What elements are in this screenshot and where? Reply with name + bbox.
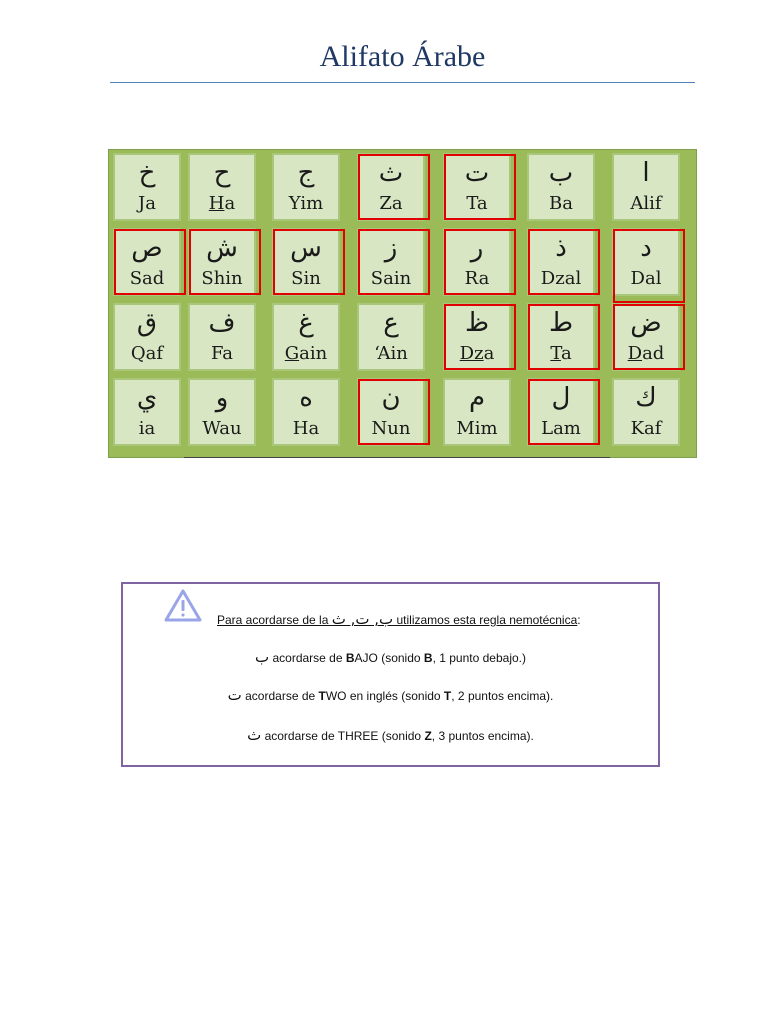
letter-name [274,418,338,440]
arabic-letter: م [468,383,486,413]
letter-name-rest: ad [642,343,665,364]
note-line-ta-bold-a: T [318,689,326,703]
letter-name-rest: a [483,343,495,364]
letter-cell [113,303,181,371]
note-line-tha-text-b: , 3 puntos encima). [431,729,534,743]
arabic-letter: ل [551,383,571,413]
letter-cell [527,378,595,446]
letter-cell [357,153,425,221]
page-title: Alifato Árabe [319,40,486,73]
letter-name-rest: Shin [201,268,243,289]
note-line-ta-letter: ت [227,686,242,704]
letter-name-rest: a [224,193,236,214]
letter-name [359,343,423,365]
letter-name-rest: ain [299,343,328,364]
letter-name-rest: ia [138,418,156,439]
arabic-letter: خ [138,158,156,188]
arabic-letter: د [640,233,652,263]
letter-name [190,418,254,440]
note-heading-letters: ب, ت, ث [331,610,394,628]
note-line-ba [123,648,658,666]
note-line-ta [123,686,658,704]
note-heading-colon: : [577,613,581,627]
note-line-ta-bold-b: T [443,689,452,703]
letter-name [359,193,423,215]
letter-name [274,343,338,365]
letter-name [190,193,254,215]
letter-name-rest: Ra [464,268,490,289]
letter-name [359,418,423,440]
note-line-ba-bold-b: B [423,651,433,665]
letter-name-rest: Sad [129,268,165,289]
letter-cell [612,228,680,296]
note-heading-post: utilizamos esta regla nemotécnica [393,613,578,627]
letter-name-underlined: Dz [459,343,484,364]
note-line-ba-text-c: , 1 punto debajo.) [432,651,526,665]
note-line-ba-text-a: acordarse de [269,651,346,665]
letter-cell [443,303,511,371]
letter-cell [272,228,340,296]
letter-cell [113,228,181,296]
table-bottom-rule [184,457,610,458]
letter-name-rest: a [560,343,572,364]
arabic-letter: ظ [464,308,490,338]
letter-cell [612,153,680,221]
letter-name [529,193,593,215]
arabic-letter: ب [548,158,574,188]
note-line-tha-bold: Z [424,729,432,743]
arabic-letter: ر [470,233,484,263]
letter-cell [612,303,680,371]
letter-name-rest: Ta [466,193,488,214]
arabic-letter: ع [383,308,399,338]
letter-name [115,418,179,440]
letter-cell [188,378,256,446]
letter-name [614,343,678,365]
mnemonic-note-box [121,582,660,767]
letter-name-underlined: G [284,343,300,364]
arabic-letter: ش [206,233,238,263]
letter-name-underlined: T [550,343,561,364]
letter-name [445,193,509,215]
letter-cell [527,228,595,296]
arabic-letter: ط [548,308,574,338]
letter-name-rest: Fa [211,343,233,364]
letter-cell [527,303,595,371]
letter-name [445,343,509,365]
note-line-ta-text-a: acordarse de [241,689,319,703]
letter-name-rest: Ba [549,193,573,214]
note-line-tha [123,726,658,744]
letter-name-rest: Yim [288,193,324,214]
note-line-ba-letter: ب [255,648,270,666]
letter-cell [527,153,595,221]
letter-name [529,418,593,440]
letter-name-rest: ‘Ain [374,343,408,364]
note-line-ba-text-b: AJO (sonido [354,651,424,665]
letter-name [115,343,179,365]
letter-cell [188,303,256,371]
letter-name-rest: Dzal [540,268,582,289]
letter-name [190,268,254,290]
note-line-ta-text-b: WO en inglés (sonido [325,689,444,703]
letter-name-rest: Nun [371,418,411,439]
arabic-letter: ص [131,233,163,263]
letter-name [445,268,509,290]
letter-name [274,193,338,215]
letter-name-rest: Mim [456,418,498,439]
arabic-letter: ن [381,383,401,413]
letter-cell [357,228,425,296]
letter-cell [612,378,680,446]
letter-cell [443,153,511,221]
letter-name [529,268,593,290]
arabic-letter: ح [213,158,231,188]
arabic-letter: ف [208,308,236,338]
letter-cell [272,153,340,221]
arabic-letter: ي [136,383,158,413]
arabic-letter: ذ [555,233,567,263]
letter-name-rest: Lam [541,418,581,439]
letter-cell [113,378,181,446]
note-line-ta-text-c: , 2 puntos encima). [451,689,554,703]
arabic-letter: ك [635,383,657,413]
letter-cell [443,228,511,296]
arabic-letter: ض [630,308,662,338]
arabic-letter: و [215,383,229,413]
note-line-tha-letter: ث [247,726,262,744]
letter-cell [357,378,425,446]
letter-name [115,193,179,215]
note-line-ba-bold-a: B [345,651,355,665]
letter-name [614,193,678,215]
note-heading [217,610,581,628]
letter-name-rest: Ha [292,418,320,439]
arabic-letter: ج [297,158,315,188]
letter-cell [272,303,340,371]
letter-name-rest: Ja [138,193,156,214]
note-line-tha-text-a: acordarse de THREE (sonido [261,729,425,743]
letter-cell [188,153,256,221]
letter-name [529,343,593,365]
letter-cell [357,303,425,371]
letter-cell [188,228,256,296]
letter-name [614,268,678,290]
letter-name [274,268,338,290]
letter-cell [443,378,511,446]
letter-name [445,418,509,440]
letter-name-rest: Qaf [130,343,164,364]
alphabet-table [108,149,697,458]
letter-name [115,268,179,290]
arabic-letter: غ [298,308,314,338]
letter-name-rest: Sain [370,268,412,289]
arabic-letter: ق [136,308,158,338]
letter-name-rest: Dal [630,268,662,289]
letter-name-underlined: H [208,193,225,214]
arabic-letter: ز [384,233,398,263]
arabic-letter: ث [378,158,404,188]
arabic-letter: س [290,233,322,263]
note-heading-pre: Para acordarse de la [217,613,332,627]
letter-name-rest: Za [379,193,403,214]
letter-name-rest: Sin [291,268,321,289]
letter-name [359,268,423,290]
warning-triangle-icon [163,588,203,624]
letter-cell [113,153,181,221]
letter-name-rest: Wau [202,418,242,439]
letter-cell [272,378,340,446]
letter-name [614,418,678,440]
letter-name-underlined: D [627,343,643,364]
title-divider [110,82,695,83]
arabic-letter: ه [299,383,313,413]
letter-name [190,343,254,365]
arabic-letter: ت [464,158,490,188]
arabic-letter: ا [642,158,650,188]
letter-name-rest: Alif [630,193,662,214]
letter-name-rest: Kaf [630,418,662,439]
